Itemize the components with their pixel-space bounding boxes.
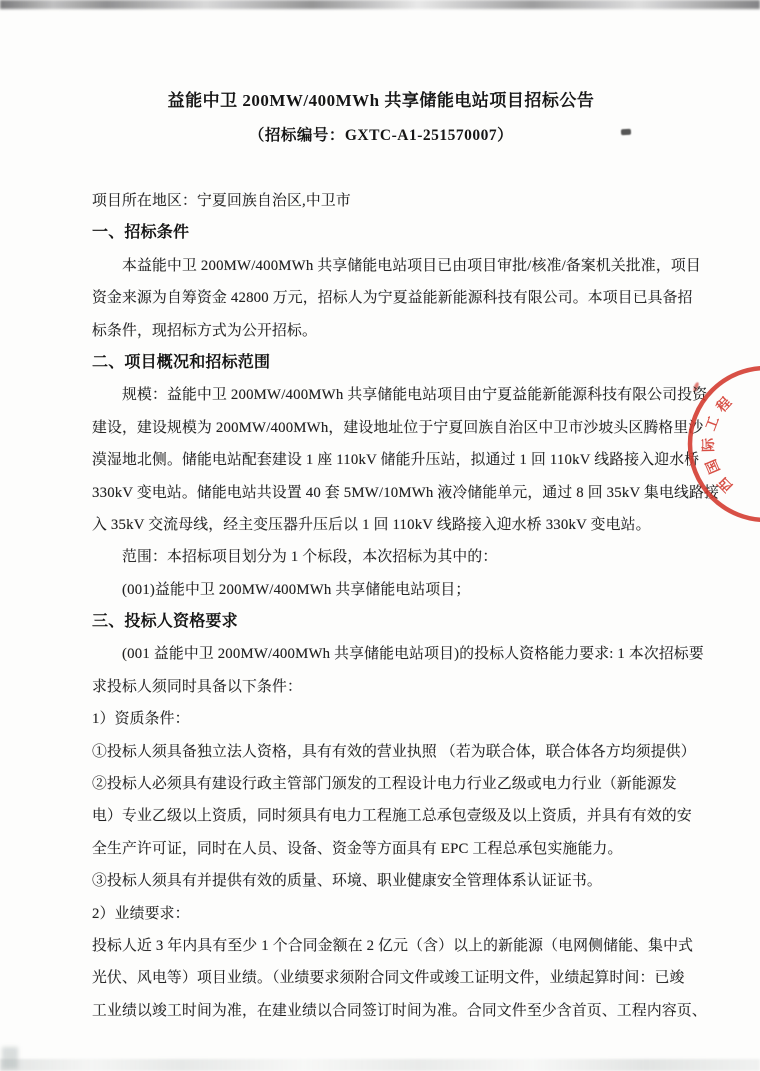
doc-line: 入 35kV 交流母线，经主变压器升压后以 1 回 110kV 线路接入迎水桥 330kV 变电站。 <box>92 516 651 533</box>
doc-line: ①投标人须具备独立法人资格，具有有效的营业执照 （若为联合体，联合体各方均须提供） <box>92 743 696 760</box>
doc-line: 资金来源为自筹资金 42800 万元，招标人为宁夏益能新能源科技有限公司。本项目已具备招 <box>92 290 693 307</box>
stamp-arc-char: 际 <box>699 437 717 453</box>
section-heading: 一、招标条件 <box>92 224 190 242</box>
doc-line: 投标人近 3 年内具有至少 1 个合同金额在 2 亿元（含）以上的新能源（电网侧储能、集中式 <box>92 937 694 954</box>
stamp-arc-char: 西 <box>714 474 736 496</box>
doc-line: 项目所在地区：宁夏回族自治区,中卫市 <box>92 193 351 209</box>
tender-number: （招标编号：GXTC-A1-251570007） <box>248 127 514 144</box>
doc-line: ②投标人必须具有建设行政主管部门颁发的工程设计电力行业乙级或电力行业（新能源发 <box>92 776 677 793</box>
scan-artifact-corner <box>2 1047 18 1069</box>
doc-line: 电）专业乙级以上资质，同时须具有电力工程施工总承包壹级及以上资质，并具有有效的安 <box>92 808 692 825</box>
scan-artifact-bottom-band <box>0 1059 760 1071</box>
doc-line: 标条件，现招标方式为公开招标。 <box>92 322 317 339</box>
section-heading: 二、项目概况和招标范围 <box>92 353 271 371</box>
doc-line: 建设，建设规模为 200MW/400MWh，建设地址位于宁夏回族自治区中卫市沙坡头区腾格里沙 <box>92 419 704 436</box>
doc-line: 2）业绩要求： <box>92 905 190 922</box>
doc-line: ③投标人须具有并提供有效的质量、环境、职业健康安全管理体系认证证书。 <box>92 873 602 890</box>
doc-line: 求投标人须同时具备以下条件： <box>92 678 302 695</box>
doc-line: 1）资质条件： <box>92 711 190 728</box>
document-title: 益能中卫 200MW/400MWh 共享储能电站项目招标公告 <box>167 91 595 110</box>
doc-line: 全生产许可证，同时在人员、设备、资金等方面具有 EPC 工程总承包实施能力。 <box>92 840 623 857</box>
document-lines <box>92 185 719 1027</box>
doc-line: 330kV 变电站。储能电站共设置 40 套 5MW/10MWh 液冷储能单元，通过 8 回 35kV 集电线路接 <box>92 484 719 501</box>
stamp-arc-char: 程 <box>712 393 735 415</box>
doc-line: (001 益能中卫 200MW/400MWh 共享储能电站项目)的投标人资格能力要求: 1 本次招标要 <box>122 646 704 663</box>
stamp-arc-char: 工 <box>701 413 722 433</box>
doc-line: (001)益能中卫 200MW/400MWh 共享储能电站项目； <box>122 581 471 598</box>
doc-line: 光伏、风电等）项目业绩。（业绩要求须附合同文件或竣工证明文件，业绩起算时间：已竣 <box>92 970 685 987</box>
doc-line: 范围：本招标项目划分为 1 个标段，本次招标为其中的： <box>122 549 498 566</box>
doc-line: 本益能中卫 200MW/400MWh 共享储能电站项目已由项目审批/核准/备案机关批准，项目 <box>122 257 701 274</box>
section-heading: 三、投标人资格要求 <box>92 613 238 631</box>
stamp-arc-char: 国 <box>702 457 723 477</box>
doc-line: 工业绩以竣工时间为准，在建业绩以合同签订时间为准。合同文件至少含首页、工程内容页、 <box>92 1002 707 1019</box>
doc-line: 漠湿地北侧。储能电站配套建设 1 座 110kV 储能升压站，拟通过 1 回 110kV 线路接入迎水桥 <box>92 452 700 469</box>
document-body <box>92 0 719 1027</box>
doc-line: 规模：益能中卫 200MW/400MWh 共享储能电站项目由宁夏益能新能源科技有限公司投资 <box>122 387 708 404</box>
